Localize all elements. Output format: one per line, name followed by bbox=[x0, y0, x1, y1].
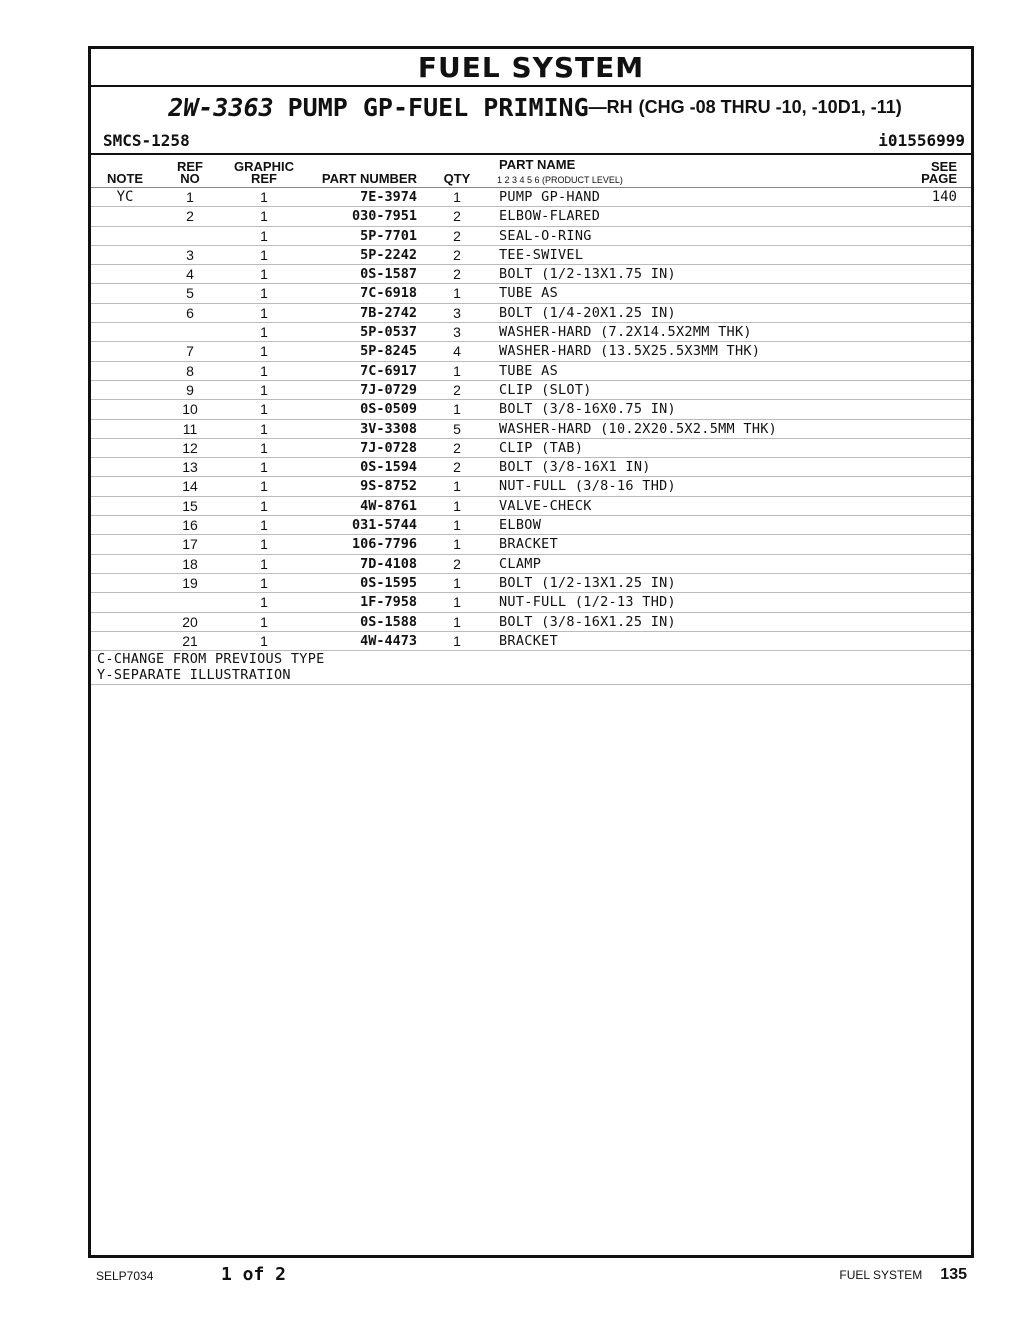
table-row bbox=[91, 323, 971, 342]
table-row bbox=[91, 400, 971, 419]
row-part-name: BRACKET bbox=[499, 632, 558, 649]
row-part-name: BOLT (3/8-16X1.25 IN) bbox=[499, 613, 676, 630]
row-qty: 1 bbox=[453, 362, 461, 379]
row-qty: 1 bbox=[453, 497, 461, 514]
table-row bbox=[91, 304, 971, 323]
row-part-name: ELBOW bbox=[499, 517, 542, 534]
row-ref-no: 14 bbox=[182, 478, 198, 495]
row-ref-no: 11 bbox=[182, 420, 198, 437]
row-ref-no: 16 bbox=[182, 517, 198, 534]
row-part-number: 5P-8245 bbox=[360, 343, 417, 360]
row-part-number: 5P-2242 bbox=[360, 246, 417, 263]
row-part-name: BOLT (1/2-13X1.25 IN) bbox=[499, 574, 676, 591]
row-qty: 1 bbox=[453, 401, 461, 418]
row-part-number: 7D-4108 bbox=[360, 555, 417, 572]
row-part-number: 4W-8761 bbox=[360, 497, 417, 514]
row-ref-no: 5 bbox=[186, 285, 194, 302]
row-graphic-ref: 1 bbox=[260, 632, 268, 649]
row-graphic-ref: 1 bbox=[260, 304, 268, 321]
row-graphic-ref: 1 bbox=[260, 381, 268, 398]
row-qty: 3 bbox=[453, 324, 461, 341]
row-qty: 2 bbox=[453, 246, 461, 263]
row-graphic-ref: 1 bbox=[260, 343, 268, 360]
row-ref-no: 15 bbox=[182, 497, 198, 514]
table-row bbox=[91, 613, 971, 632]
row-qty: 2 bbox=[453, 381, 461, 398]
row-graphic-ref: 1 bbox=[260, 478, 268, 495]
row-part-number: 0S-1594 bbox=[360, 459, 417, 476]
note-line: Y-SEPARATE ILLUSTRATION bbox=[97, 666, 291, 683]
row-qty: 4 bbox=[453, 343, 461, 360]
footer-right bbox=[839, 1266, 967, 1284]
row-part-name: CLAMP bbox=[499, 555, 542, 572]
row-graphic-ref: 1 bbox=[260, 401, 268, 418]
row-part-number: 030-7951 bbox=[351, 208, 417, 225]
table-row bbox=[91, 207, 971, 226]
row-ref-no: 6 bbox=[186, 304, 194, 321]
illustration-id: i01556999 bbox=[878, 130, 965, 150]
row-see-page: 140 bbox=[931, 189, 957, 205]
row-ref-no: 8 bbox=[186, 362, 194, 379]
group-number: 2W-3363 bbox=[168, 92, 274, 122]
row-ref-no: 20 bbox=[182, 613, 198, 630]
table-row bbox=[91, 381, 971, 400]
row-part-number: 4W-4473 bbox=[360, 632, 417, 649]
footer-section: FUEL SYSTEM bbox=[839, 1268, 923, 1282]
row-graphic-ref: 1 bbox=[260, 459, 268, 476]
row-part-name: NUT-FULL (3/8-16 THD) bbox=[499, 478, 676, 495]
row-ref-no: 17 bbox=[182, 536, 198, 553]
column-header bbox=[91, 155, 971, 188]
parts-list-frame bbox=[88, 46, 974, 1258]
group-title bbox=[91, 87, 971, 127]
footer-doc-id: SELP7034 bbox=[96, 1269, 154, 1283]
notes-legend bbox=[91, 651, 971, 685]
col-note: NOTE bbox=[106, 171, 144, 186]
row-part-name: BOLT (3/8-16X0.75 IN) bbox=[499, 401, 676, 418]
row-qty: 1 bbox=[453, 478, 461, 495]
row-ref-no: 7 bbox=[186, 343, 194, 360]
row-graphic-ref: 1 bbox=[260, 574, 268, 591]
row-ref-no: 2 bbox=[186, 208, 194, 225]
row-part-number: 0S-1595 bbox=[360, 574, 417, 591]
col-part-number: PART NUMBER bbox=[321, 171, 417, 186]
row-ref-no: 9 bbox=[186, 381, 194, 398]
row-part-number: 3V-3308 bbox=[360, 420, 417, 437]
table-row bbox=[91, 458, 971, 477]
row-graphic-ref: 1 bbox=[260, 285, 268, 302]
row-graphic-ref: 1 bbox=[260, 517, 268, 534]
row-part-name: BOLT (1/4-20X1.25 IN) bbox=[499, 304, 676, 321]
row-part-number: 106-7796 bbox=[351, 536, 417, 553]
table-row bbox=[91, 188, 971, 207]
row-part-name: WASHER-HARD (13.5X25.5X3MM THK) bbox=[499, 343, 761, 360]
col-product-level: 1 2 3 4 5 6 (PRODUCT LEVEL) bbox=[497, 175, 623, 185]
row-part-name: TUBE AS bbox=[499, 285, 558, 302]
row-qty: 1 bbox=[453, 594, 461, 611]
row-qty: 1 bbox=[453, 574, 461, 591]
col-graphic-bottom: REF bbox=[251, 171, 277, 186]
row-part-number: 0S-1587 bbox=[360, 266, 417, 283]
table-row bbox=[91, 246, 971, 265]
row-part-name: BOLT (1/2-13X1.75 IN) bbox=[499, 266, 676, 283]
row-part-number: 9S-8752 bbox=[360, 478, 417, 495]
table-row bbox=[91, 535, 971, 554]
row-ref-no: 3 bbox=[186, 246, 194, 263]
row-ref-no: 4 bbox=[186, 266, 194, 283]
row-graphic-ref: 1 bbox=[260, 227, 268, 244]
table-row bbox=[91, 420, 971, 439]
row-part-name: BRACKET bbox=[499, 536, 558, 553]
row-qty: 3 bbox=[453, 304, 461, 321]
row-qty: 1 bbox=[453, 285, 461, 302]
col-see-bottom: PAGE bbox=[921, 171, 957, 186]
row-graphic-ref: 1 bbox=[260, 324, 268, 341]
table-row bbox=[91, 362, 971, 381]
row-part-name: TEE-SWIVEL bbox=[499, 246, 584, 263]
table-row bbox=[91, 439, 971, 458]
row-graphic-ref: 1 bbox=[260, 594, 268, 611]
section-title: FUEL SYSTEM bbox=[91, 49, 971, 87]
row-part-name: SEAL-O-RING bbox=[499, 227, 592, 244]
row-part-number: 5P-0537 bbox=[360, 324, 417, 341]
row-part-name: ELBOW-FLARED bbox=[499, 208, 601, 225]
row-part-name: PUMP GP-HAND bbox=[499, 189, 601, 205]
row-part-number: 0S-0509 bbox=[360, 401, 417, 418]
row-part-name: WASHER-HARD (7.2X14.5X2MM THK) bbox=[499, 324, 752, 341]
table-row bbox=[91, 227, 971, 246]
col-see-top: SEE bbox=[930, 159, 957, 174]
row-part-name: CLIP (TAB) bbox=[499, 439, 584, 456]
col-ref-bottom: NO bbox=[180, 171, 200, 186]
row-graphic-ref: 1 bbox=[260, 420, 268, 437]
col-ref-top: REF bbox=[177, 159, 203, 174]
row-part-number: 031-5744 bbox=[351, 517, 417, 534]
group-suffix: —RH bbox=[588, 96, 633, 117]
row-part-name: CLIP (SLOT) bbox=[499, 381, 592, 398]
table-row bbox=[91, 342, 971, 361]
row-ref-no: 18 bbox=[182, 555, 198, 572]
table-row bbox=[91, 477, 971, 496]
row-qty: 2 bbox=[453, 266, 461, 283]
row-qty: 1 bbox=[453, 613, 461, 630]
row-ref-no: 19 bbox=[182, 574, 198, 591]
row-qty: 1 bbox=[453, 517, 461, 534]
row-graphic-ref: 1 bbox=[260, 208, 268, 225]
row-graphic-ref: 1 bbox=[260, 613, 268, 630]
row-graphic-ref: 1 bbox=[260, 246, 268, 263]
row-part-name: NUT-FULL (1/2-13 THD) bbox=[499, 594, 676, 611]
table-row bbox=[91, 265, 971, 284]
row-part-name: VALVE-CHECK bbox=[499, 497, 592, 514]
row-part-number: 7C-6918 bbox=[360, 285, 417, 302]
group-name: PUMP GP-FUEL PRIMING bbox=[287, 92, 589, 122]
row-qty: 2 bbox=[453, 459, 461, 476]
table-row bbox=[91, 574, 971, 593]
row-part-name: TUBE AS bbox=[499, 362, 558, 379]
row-graphic-ref: 1 bbox=[260, 497, 268, 514]
table-row bbox=[91, 632, 971, 651]
table-row bbox=[91, 593, 971, 612]
table-row bbox=[91, 497, 971, 516]
note-line: C-CHANGE FROM PREVIOUS TYPE bbox=[97, 651, 325, 668]
row-graphic-ref: 1 bbox=[260, 189, 268, 205]
footer-page-of: 1 of 2 bbox=[221, 1264, 287, 1285]
row-part-number: 7B-2742 bbox=[360, 304, 417, 321]
row-graphic-ref: 1 bbox=[260, 555, 268, 572]
row-part-name: WASHER-HARD (10.2X20.5X2.5MM THK) bbox=[499, 420, 778, 437]
row-qty: 1 bbox=[453, 189, 461, 205]
row-part-name: BOLT (3/8-16X1 IN) bbox=[499, 459, 651, 476]
row-part-number: 7E-3974 bbox=[360, 189, 417, 205]
col-graphic-top: GRAPHIC bbox=[234, 159, 294, 174]
row-graphic-ref: 1 bbox=[260, 362, 268, 379]
footer-page-number: 135 bbox=[940, 1266, 967, 1283]
parts-table-body bbox=[91, 188, 971, 651]
smcs-line bbox=[91, 127, 971, 155]
row-qty: 1 bbox=[453, 632, 461, 649]
row-part-number: 7J-0728 bbox=[360, 439, 417, 456]
row-part-number: 0S-1588 bbox=[360, 613, 417, 630]
smcs-code: SMCS-1258 bbox=[103, 130, 190, 150]
col-qty: QTY bbox=[443, 171, 471, 186]
row-part-number: 1F-7958 bbox=[360, 594, 417, 611]
row-qty: 2 bbox=[453, 555, 461, 572]
row-graphic-ref: 1 bbox=[260, 439, 268, 456]
row-ref-no: 1 bbox=[186, 189, 194, 205]
row-qty: 2 bbox=[453, 439, 461, 456]
row-qty: 2 bbox=[453, 227, 461, 244]
row-ref-no: 12 bbox=[182, 439, 198, 456]
table-row bbox=[91, 284, 971, 303]
table-row bbox=[91, 516, 971, 535]
row-part-number: 7J-0729 bbox=[360, 381, 417, 398]
row-graphic-ref: 1 bbox=[260, 266, 268, 283]
col-part-name: PART NAME bbox=[499, 157, 576, 172]
row-note: YC bbox=[116, 189, 134, 205]
row-qty: 1 bbox=[453, 536, 461, 553]
row-part-number: 7C-6917 bbox=[360, 362, 417, 379]
row-ref-no: 10 bbox=[182, 401, 198, 418]
row-qty: 2 bbox=[453, 208, 461, 225]
row-part-number: 5P-7701 bbox=[360, 227, 417, 244]
table-row bbox=[91, 555, 971, 574]
row-graphic-ref: 1 bbox=[260, 536, 268, 553]
row-ref-no: 13 bbox=[182, 459, 198, 476]
row-qty: 5 bbox=[453, 420, 461, 437]
group-change: (CHG -08 THRU -10, -10D1, -11) bbox=[638, 96, 902, 117]
row-ref-no: 21 bbox=[182, 632, 198, 649]
